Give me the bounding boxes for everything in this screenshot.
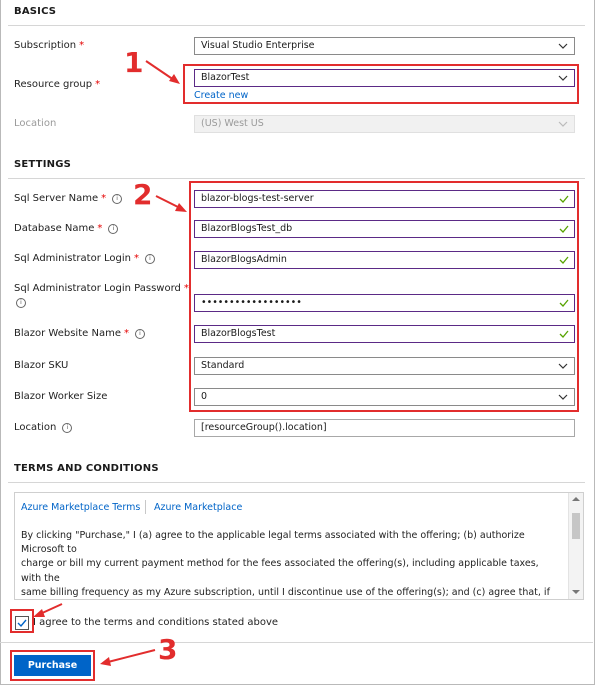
subscription-select[interactable]: Visual Studio Enterprise [194, 37, 575, 55]
sql-server-name-input[interactable]: blazor-blogs-test-server [194, 190, 575, 208]
arrow-icon [100, 650, 155, 666]
sql-admin-password-input[interactable]: •••••••••••••••••• [194, 294, 575, 312]
terms-section-title: TERMS AND CONDITIONS [14, 463, 159, 474]
worker-size-select[interactable]: 0 [194, 388, 575, 406]
tab-azure-marketplace[interactable]: Azure Marketplace [154, 502, 243, 513]
location-select-disabled: (US) West US [194, 115, 575, 133]
location-label: Location [14, 118, 57, 129]
required-marker: * [183, 283, 189, 294]
basics-section-title: BASICS [14, 6, 57, 17]
terms-text: By clicking "Purchase," I (a) agree to the applicable legal terms associated with the offering; (b) authorize Microsoft to charge or bill my current payment method for the fees associated the offering(s), including applicable taxes, with the same billing frequency as my Azure subscription, until I discontinue use of the offering(s); and (c) agree that, if [21, 530, 550, 598]
sql-admin-login-label: Sql Administrator Login * i [14, 253, 155, 264]
annotation-number-three: 3 [158, 633, 178, 666]
database-name-input[interactable]: BlazorBlogsTest_db [194, 220, 575, 238]
subscription-label: Subscription * [14, 40, 85, 51]
settings-section-title: SETTINGS [14, 159, 72, 170]
required-marker: * [79, 40, 85, 51]
website-name-label: Blazor Website Name * i [14, 328, 145, 339]
required-marker: * [97, 223, 103, 234]
arrow-icon [156, 196, 187, 212]
website-name-input[interactable]: BlazorBlogsTest [194, 325, 575, 343]
info-icon[interactable]: i [16, 298, 26, 308]
required-marker: * [95, 79, 101, 90]
info-icon[interactable]: i [135, 329, 145, 339]
info-icon[interactable]: i [108, 224, 118, 234]
agree-label: I agree to the terms and conditions stated above [33, 617, 279, 628]
settings-location-input[interactable]: [resourceGroup().location] [194, 419, 575, 437]
sql-admin-password-label: Sql Administrator Login Password * [14, 283, 189, 294]
create-new-link[interactable]: Create new [194, 90, 249, 101]
sql-admin-login-input[interactable]: BlazorBlogsAdmin [194, 251, 575, 269]
sku-select[interactable]: Standard [194, 357, 575, 375]
annotation-number-one: 1 [124, 46, 144, 79]
info-icon[interactable]: i [112, 194, 122, 204]
info-icon[interactable]: i [62, 423, 72, 433]
annotation-number-two: 2 [133, 178, 153, 211]
sql-server-name-label: Sql Server Name * i [14, 193, 122, 204]
worker-size-label: Blazor Worker Size [14, 391, 108, 402]
arrow-icon [33, 604, 62, 617]
required-marker: * [133, 253, 139, 264]
resource-group-label: Resource group * [14, 79, 101, 90]
sku-label: Blazor SKU [14, 360, 69, 371]
arrow-icon [146, 61, 180, 84]
database-name-label: Database Name * i [14, 223, 118, 234]
required-marker: * [123, 328, 129, 339]
purchase-button[interactable]: Purchase [14, 655, 91, 676]
info-icon[interactable]: i [145, 254, 155, 264]
tab-azure-marketplace-terms[interactable]: Azure Marketplace Terms [21, 502, 141, 513]
settings-location-label: Location i [14, 422, 72, 433]
resource-group-select[interactable]: BlazorTest [194, 69, 575, 87]
required-marker: * [101, 193, 107, 204]
